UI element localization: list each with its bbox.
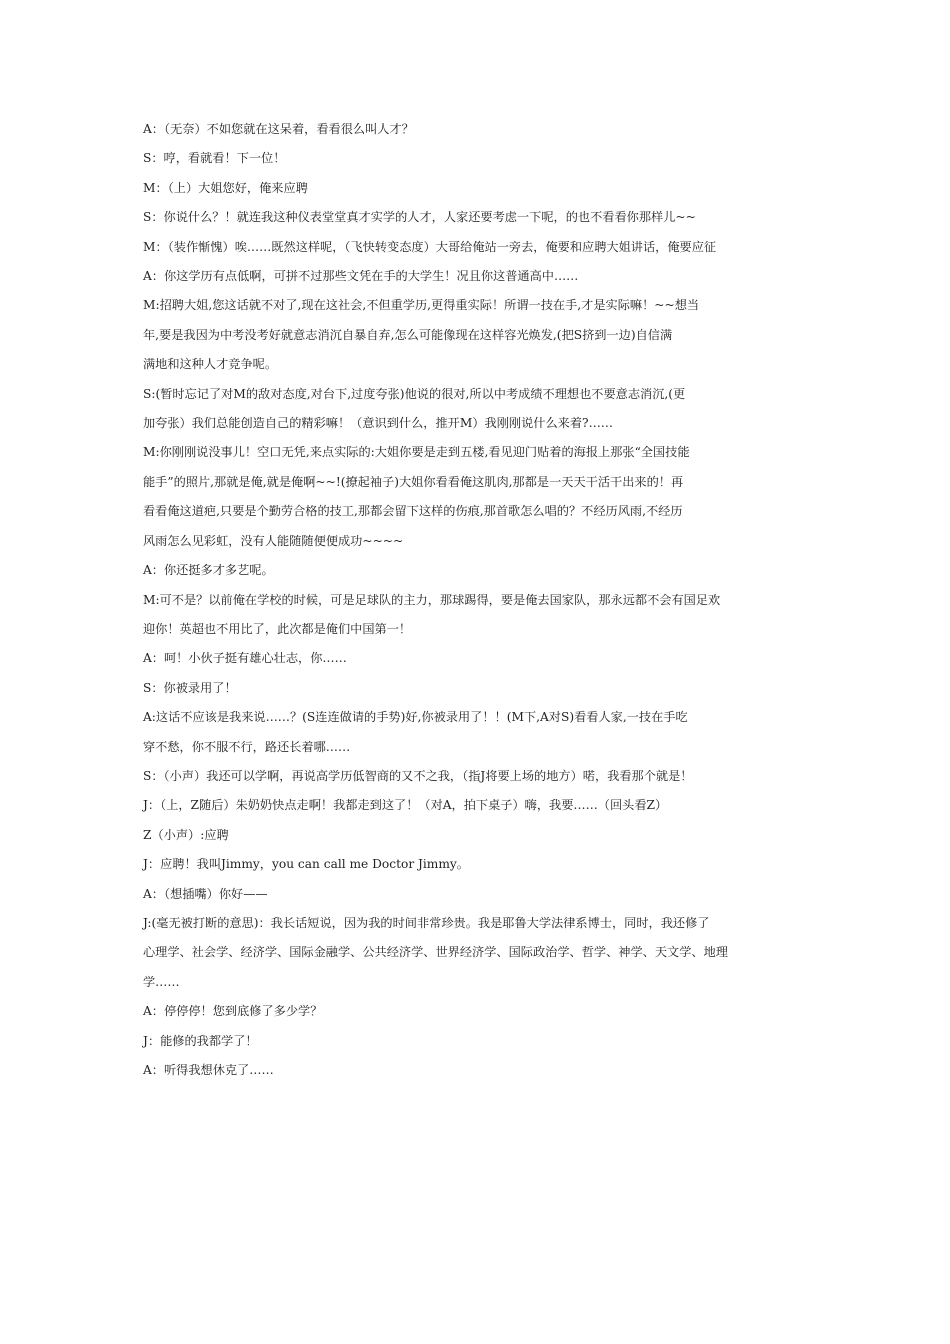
dialogue-line: A：（无奈）不如您就在这呆着，看看很么叫人才？ — [143, 122, 414, 136]
dialogue-line: A：听得我想休克了…… — [143, 1063, 274, 1077]
dialogue-line: A：你还挺多才多艺呢。 — [143, 563, 274, 578]
dialogue-line: 加夸张）我们总能创造自己的精彩嘛！（意识到什么，推开M）我刚刚说什么来着?…… — [143, 416, 613, 431]
dialogue-line: 年,要是我因为中考没考好就意志消沉自暴自弃,怎么可能像现在这样容光焕发,(把S挤到一边)自信满 — [143, 327, 673, 342]
dialogue-line: J：（上，Z随后）朱奶奶快点走啊！我都走到这了！（对A，拍下桌子）嗨，我要……（回头看Z） — [143, 798, 668, 813]
dialogue-line: A：（想插嘴）你好—— — [143, 886, 268, 901]
dialogue-line: M:可不是？以前俺在学校的时候，可是足球队的主力，那球踢得，要是俺去国家队，那永远都不会有国足欢 — [143, 592, 721, 607]
dialogue-line: S：你说什么？！就连我这种仪表堂堂真才实学的人才，人家还要考虑一下呢，的也不看看你那样儿~~ — [143, 210, 696, 225]
dialogue-line: 能手”的照片,那就是俺,就是俺啊~~!(撩起袖子)大姐你看看俺这肌肉,那都是一天天干活干出来的！再 — [143, 474, 684, 489]
dialogue-line: A：停停停！您到底修了多少学？ — [143, 1004, 323, 1019]
dialogue-line: A：呵！小伙子挺有雄心壮志，你…… — [143, 651, 347, 666]
script-text-body — [143, 115, 811, 1085]
dialogue-line: M：（上）大姐您好，俺来应聘 — [143, 180, 308, 195]
dialogue-line: 心理学、社会学、经济学、国际金融学、公共经济学、世界经济学、国际政治学、哲学、神学、天文学、地理 — [143, 945, 728, 960]
dialogue-line: M:招聘大姐,您这话就不对了,现在这社会,不但重学历,更得重实际！所谓一技在手,才是实际嘛！~~想当 — [143, 298, 700, 313]
dialogue-line: S：哼，看就看！下一位！ — [143, 151, 286, 166]
dialogue-line: S：（小声）我还可以学啊，再说高学历低智商的又不之我，（指J将要上场的地方）喏，我看那个就是！ — [143, 768, 693, 783]
dialogue-line: A：你这学历有点低啊，可拼不过那些文凭在手的大学生！况且你这普通高中…… — [143, 269, 579, 284]
dialogue-line: A:这话不应该是我来说……？(S连连做请的手势)好,你被录用了！！(M下,A对S)看看人家,一技在手吃 — [143, 710, 688, 725]
dialogue-line: 穿不愁，你不服不行，路还长着哪…… — [143, 739, 351, 754]
dialogue-line: 看看俺这道疤,只要是个勤劳合格的技工,那都会留下这样的伤痕,那首歌怎么唱的？不经历风雨,不经历 — [143, 504, 683, 519]
dialogue-line: J：应聘！我叫Jimmy，you can call me Doctor Jimmy。 — [143, 857, 469, 872]
dialogue-line: M：（装作惭愧）唉……既然这样呢，（飞快转变态度）大哥给俺站一旁去，俺要和应聘大姐讲话，俺要应征 — [143, 239, 717, 254]
dialogue-line: S：你被录用了！ — [143, 680, 237, 695]
dialogue-line: 迎你！英超也不用比了，此次都是俺们中国第一！ — [143, 621, 412, 636]
dialogue-line: 风雨怎么见彩虹，没有人能随随便便成功~~~~ — [143, 533, 404, 548]
dialogue-line: S:(暂时忘记了对M的敌对态度,对台下,过度夸张)他说的很对,所以中考成绩不理想也不要意志消沉,(更 — [143, 386, 686, 401]
dialogue-line: 满地和这种人才竞争呢。 — [143, 357, 278, 372]
dialogue-line: J:(毫无被打断的意思)：我长话短说，因为我的时间非常珍贵。我是耶鲁大学法律系博士，同时，我还修了 — [143, 915, 710, 930]
dialogue-line: J：能修的我都学了！ — [143, 1033, 258, 1048]
dialogue-line: Z（小声）:应聘 — [143, 827, 229, 842]
dialogue-line: 学…… — [143, 974, 180, 989]
dialogue-line: M:你刚刚说没事儿！空口无凭,来点实际的:大姐你要是走到五楼,看见迎门贴着的海报上那张“全国技能 — [143, 445, 690, 460]
